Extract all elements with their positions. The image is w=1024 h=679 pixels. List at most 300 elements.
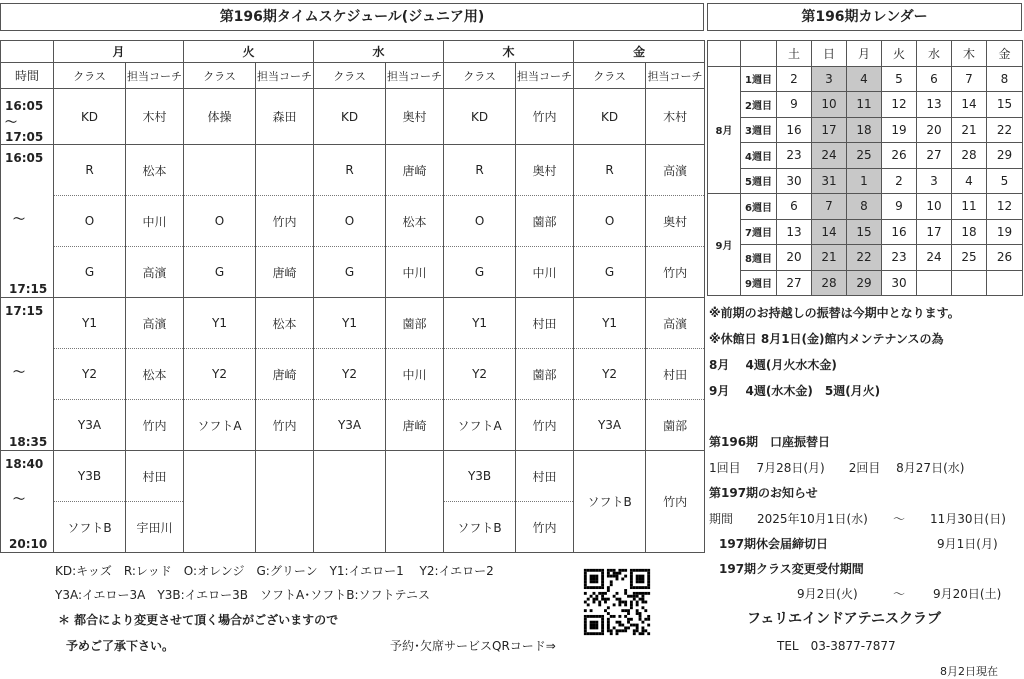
cal-day: 16 xyxy=(777,117,812,143)
qr-module xyxy=(644,609,647,612)
qr-module xyxy=(633,629,636,632)
cal-day: 30 xyxy=(882,270,917,296)
class-cell: KD xyxy=(574,89,646,145)
qr-module xyxy=(593,586,596,589)
cal-day: 23 xyxy=(882,245,917,271)
coach-cell: 高濱 xyxy=(126,298,184,349)
qr-module xyxy=(593,632,596,635)
qr-module xyxy=(624,592,627,595)
qr-module xyxy=(624,575,627,578)
qr-module xyxy=(584,615,587,618)
cal-month: 8月 xyxy=(708,66,741,194)
qr-module xyxy=(618,601,621,604)
cal-day: 22 xyxy=(847,245,882,271)
qr-module xyxy=(598,632,601,635)
legend-line-2: Y3A:イエロー3A Y3B:イエロー3B ソフトA･ソフトB:ソフトテニス xyxy=(55,588,431,602)
coach-cell: 薗部 xyxy=(646,400,705,451)
qr-module xyxy=(636,626,639,629)
qr-module xyxy=(636,575,639,578)
qr-module xyxy=(647,583,650,586)
coach-cell: 竹内 xyxy=(256,400,314,451)
cal-day: 27 xyxy=(917,143,952,169)
class-cell: R xyxy=(54,145,126,196)
time-slot xyxy=(1,145,54,298)
qr-module xyxy=(601,586,604,589)
coach-header: 担当コーチ xyxy=(386,63,444,89)
qr-module xyxy=(607,575,610,578)
qr-module xyxy=(590,580,593,583)
cal-day: 27 xyxy=(777,270,812,296)
coach-cell xyxy=(256,145,314,196)
cal-day: 3 xyxy=(812,66,847,92)
qr-module xyxy=(630,583,633,586)
qr-module xyxy=(593,592,596,595)
cal-weekday: 土 xyxy=(777,41,812,67)
club-name: フェリエインドアテニスクラブ xyxy=(747,611,942,627)
qr-module xyxy=(618,621,621,624)
coach-cell: 薗部 xyxy=(516,349,574,400)
qr-module xyxy=(595,626,598,629)
qr-module xyxy=(624,603,627,606)
cal-day: 4 xyxy=(952,168,987,194)
qr-module xyxy=(616,592,619,595)
qr-module xyxy=(618,615,621,618)
qr-module xyxy=(627,626,630,629)
qr-module xyxy=(595,632,598,635)
qr-module xyxy=(644,601,647,604)
qr-module xyxy=(641,598,644,601)
qr-module xyxy=(647,569,650,572)
cal-day: 13 xyxy=(917,92,952,118)
qr-module xyxy=(584,618,587,621)
cal-day: 17 xyxy=(917,219,952,245)
qr-module xyxy=(633,598,636,601)
cal-day: 25 xyxy=(952,245,987,271)
qr-module xyxy=(595,580,598,583)
class-cell: Y1 xyxy=(574,298,646,349)
qr-module xyxy=(613,572,616,575)
note-change-tilde: 〜 xyxy=(893,587,906,601)
qr-module xyxy=(593,624,596,627)
cal-week-label: 7週目 xyxy=(741,219,777,245)
cal-day: 18 xyxy=(952,219,987,245)
qr-module xyxy=(595,624,598,627)
coach-cell: 村田 xyxy=(516,298,574,349)
qr-module xyxy=(630,586,633,589)
note-leave-deadline: 197期休会届締切日 xyxy=(719,537,829,551)
qr-module xyxy=(618,569,621,572)
qr-module xyxy=(644,586,647,589)
time-slot xyxy=(1,89,54,145)
qr-module xyxy=(604,609,607,612)
coach-cell: 松本 xyxy=(126,349,184,400)
qr-module xyxy=(647,575,650,578)
qr-module xyxy=(598,601,601,604)
cal-weekday: 木 xyxy=(952,41,987,67)
class-cell: 体操 xyxy=(184,89,256,145)
note-period-tilde: 〜 xyxy=(893,512,906,526)
qr-module xyxy=(584,632,587,635)
qr-module xyxy=(636,580,639,583)
qr-module xyxy=(624,615,627,618)
time-header: 時間 xyxy=(1,63,54,89)
coach-cell: 松本 xyxy=(386,196,444,247)
class-cell: Y1 xyxy=(184,298,256,349)
coach-cell: 中川 xyxy=(386,349,444,400)
qr-module xyxy=(590,624,593,627)
cal-day: 31 xyxy=(812,168,847,194)
qr-module xyxy=(616,572,619,575)
legend-line-1: KD:キッズ R:レッド O:オレンジ G:グリーン Y1:イエロー1 Y2:イエロー2 xyxy=(55,564,494,578)
time-end: 17:15 xyxy=(9,282,48,296)
qr-module xyxy=(584,626,587,629)
time-tilde: 〜 xyxy=(13,492,26,506)
qr-module xyxy=(644,592,647,595)
qr-module xyxy=(621,609,624,612)
day-header: 火 xyxy=(184,41,314,63)
cal-day: 8 xyxy=(987,66,1023,92)
class-cell: Y2 xyxy=(54,349,126,400)
qr-module xyxy=(616,575,619,578)
class-cell: Y2 xyxy=(444,349,516,400)
qr-module xyxy=(607,621,610,624)
qr-module xyxy=(593,621,596,624)
class-cell: ソフトB xyxy=(54,502,126,553)
qr-module xyxy=(610,580,613,583)
time-slot xyxy=(1,298,54,451)
cal-day: 14 xyxy=(812,219,847,245)
cal-day: 11 xyxy=(952,194,987,220)
coach-cell: 奥村 xyxy=(386,89,444,145)
note-aug: 8月 4週(月火水木金) xyxy=(709,358,837,372)
qr-module xyxy=(593,575,596,578)
qr-module xyxy=(610,575,613,578)
qr-module xyxy=(595,575,598,578)
qr-module xyxy=(621,629,624,632)
qr-module xyxy=(630,575,633,578)
coach-cell: 薗部 xyxy=(516,196,574,247)
qr-module xyxy=(595,569,598,572)
qr-module xyxy=(584,609,587,612)
qr-module xyxy=(601,580,604,583)
class-cell: Y3A xyxy=(54,400,126,451)
qr-module xyxy=(636,592,639,595)
note-period: 期間 2025年10月1日(水) xyxy=(709,512,868,526)
coach-cell: 竹内 xyxy=(646,451,705,553)
class-cell: KD xyxy=(444,89,516,145)
coach-cell: 竹内 xyxy=(646,247,705,298)
qr-module xyxy=(610,629,613,632)
qr-module xyxy=(633,595,636,598)
qr-module xyxy=(584,569,587,572)
note-carryover: ※前期のお持越しの振替は今期中となります。 xyxy=(709,306,960,320)
cal-day: 10 xyxy=(812,92,847,118)
qr-module xyxy=(584,601,587,604)
qr-module xyxy=(595,621,598,624)
cal-day: 21 xyxy=(812,245,847,271)
cal-day: 23 xyxy=(777,143,812,169)
class-cell: R xyxy=(574,145,646,196)
schedule-title: 第196期タイムスケジュール(ジュニア用) xyxy=(0,3,704,31)
qr-module xyxy=(607,618,610,621)
qr-module xyxy=(641,606,644,609)
qr-module xyxy=(584,621,587,624)
qr-module xyxy=(618,598,621,601)
qr-module xyxy=(624,589,627,592)
qr-module xyxy=(601,595,604,598)
cal-day: 8 xyxy=(847,194,882,220)
qr-module xyxy=(601,615,604,618)
qr-module xyxy=(587,603,590,606)
cal-day: 4 xyxy=(847,66,882,92)
cal-day: 7 xyxy=(952,66,987,92)
cal-day xyxy=(917,270,952,296)
qr-module xyxy=(639,580,642,583)
class-cell: ソフトA xyxy=(444,400,516,451)
cal-day: 24 xyxy=(917,245,952,271)
qr-module xyxy=(610,583,613,586)
note-sep: 9月 4週(水木金) 5週(月火) xyxy=(709,384,881,398)
class-cell: G xyxy=(184,247,256,298)
cal-day: 10 xyxy=(917,194,952,220)
cal-day: 9 xyxy=(882,194,917,220)
qr-module xyxy=(616,621,619,624)
coach-cell: 村田 xyxy=(646,349,705,400)
qr-module xyxy=(639,632,642,635)
note-transfer-title: 第196期 口座振替日 xyxy=(709,435,831,449)
qr-module xyxy=(610,569,613,572)
cal-week-label: 2週目 xyxy=(741,92,777,118)
cal-day: 6 xyxy=(917,66,952,92)
qr-module xyxy=(598,615,601,618)
cal-day: 26 xyxy=(882,143,917,169)
class-cell xyxy=(184,451,256,553)
qr-module xyxy=(613,615,616,618)
qr-module xyxy=(613,575,616,578)
qr-module xyxy=(601,569,604,572)
qr-module xyxy=(621,601,624,604)
cal-day: 14 xyxy=(952,92,987,118)
qr-module xyxy=(601,583,604,586)
qr-module xyxy=(633,586,636,589)
qr-module xyxy=(630,601,633,604)
time-end: 20:10 xyxy=(9,537,48,551)
class-cell: KD xyxy=(54,89,126,145)
coach-cell: 竹内 xyxy=(256,196,314,247)
cal-day: 5 xyxy=(882,66,917,92)
qr-module xyxy=(647,580,650,583)
qr-module xyxy=(647,578,650,581)
qr-module xyxy=(584,572,587,575)
qr-module xyxy=(636,569,639,572)
qr-module xyxy=(647,615,650,618)
cal-day: 15 xyxy=(987,92,1023,118)
qr-module xyxy=(639,586,642,589)
qr-module xyxy=(641,586,644,589)
cal-day: 5 xyxy=(987,168,1023,194)
qr-module xyxy=(630,618,633,621)
qr-module xyxy=(616,598,619,601)
qr-module xyxy=(598,603,601,606)
qr-module xyxy=(601,578,604,581)
qr-module xyxy=(641,621,644,624)
qr-module xyxy=(590,578,593,581)
time-start: 16:05 xyxy=(5,151,44,165)
day-header: 水 xyxy=(314,41,444,63)
cal-day: 26 xyxy=(987,245,1023,271)
class-cell: Y1 xyxy=(314,298,386,349)
qr-module xyxy=(630,595,633,598)
qr-module xyxy=(641,629,644,632)
cal-day: 20 xyxy=(917,117,952,143)
qr-module xyxy=(647,624,650,627)
qr-module xyxy=(641,569,644,572)
coach-cell: 高濱 xyxy=(126,247,184,298)
class-cell: Y2 xyxy=(574,349,646,400)
day-header: 木 xyxy=(444,41,574,63)
qr-module xyxy=(627,609,630,612)
qr-module xyxy=(601,575,604,578)
qr-module xyxy=(593,601,596,604)
coach-cell: 竹内 xyxy=(516,502,574,553)
qr-module xyxy=(593,626,596,629)
note-transfer-dates: 1回目 7月28日(月) 2回目 8月27日(水) xyxy=(709,461,965,475)
qr-module xyxy=(601,624,604,627)
coach-header: 担当コーチ xyxy=(256,63,314,89)
coach-cell: 村田 xyxy=(126,451,184,502)
cal-week-label: 1週目 xyxy=(741,66,777,92)
qr-module xyxy=(587,569,590,572)
cal-day: 2 xyxy=(777,66,812,92)
qr-module xyxy=(584,580,587,583)
qr-module xyxy=(587,632,590,635)
time-end: 18:35 xyxy=(9,435,48,449)
cal-day: 12 xyxy=(882,92,917,118)
qr-module xyxy=(633,624,636,627)
cal-day: 19 xyxy=(987,219,1023,245)
cal-day: 16 xyxy=(882,219,917,245)
qr-module xyxy=(584,578,587,581)
qr-module xyxy=(639,569,642,572)
class-cell xyxy=(314,451,386,553)
time-start: 17:15 xyxy=(5,304,44,318)
class-cell: O xyxy=(574,196,646,247)
cal-day: 20 xyxy=(777,245,812,271)
qr-module xyxy=(607,612,610,615)
class-cell: ソフトB xyxy=(444,502,516,553)
coach-header: 担当コーチ xyxy=(516,63,574,89)
qr-module xyxy=(644,629,647,632)
cal-day: 15 xyxy=(847,219,882,245)
qr-module xyxy=(595,595,598,598)
class-header: クラス xyxy=(54,63,126,89)
class-cell xyxy=(184,145,256,196)
qr-module xyxy=(630,572,633,575)
cal-day: 12 xyxy=(987,194,1023,220)
qr-module xyxy=(630,580,633,583)
qr-module xyxy=(598,586,601,589)
time-slot xyxy=(1,451,54,553)
cal-day: 3 xyxy=(917,168,952,194)
cal-day: 11 xyxy=(847,92,882,118)
qr-module xyxy=(639,598,642,601)
class-cell: Y3A xyxy=(314,400,386,451)
qr-module xyxy=(633,592,636,595)
qr-module xyxy=(639,618,642,621)
qr-module xyxy=(633,632,636,635)
cal-weekday: 金 xyxy=(987,41,1023,67)
calendar-table xyxy=(707,40,1023,296)
qr-module xyxy=(604,598,607,601)
coach-cell: 中川 xyxy=(386,247,444,298)
qr-module xyxy=(641,578,644,581)
qr-module xyxy=(598,569,601,572)
cal-day: 17 xyxy=(812,117,847,143)
qr-module xyxy=(590,586,593,589)
class-cell: O xyxy=(54,196,126,247)
qr-module xyxy=(624,626,627,629)
qr-module xyxy=(595,578,598,581)
coach-cell: 奥村 xyxy=(516,145,574,196)
qr-module xyxy=(624,569,627,572)
qr-module xyxy=(587,615,590,618)
coach-cell: 中川 xyxy=(126,196,184,247)
note-197-title: 第197期のお知らせ xyxy=(709,486,818,500)
coach-cell: 薗部 xyxy=(386,298,444,349)
class-header: クラス xyxy=(314,63,386,89)
qr-module xyxy=(633,569,636,572)
coach-cell: 松本 xyxy=(256,298,314,349)
cal-day: 1 xyxy=(847,168,882,194)
cal-day: 28 xyxy=(952,143,987,169)
qr-module xyxy=(601,621,604,624)
coach-cell: 唐崎 xyxy=(386,145,444,196)
qr-module xyxy=(647,586,650,589)
qr-module xyxy=(613,569,616,572)
qr-module xyxy=(593,615,596,618)
note-closed: ※休館日 8月1日(金)館内メンテナンスの為 xyxy=(709,332,944,346)
qr-module xyxy=(630,578,633,581)
qr-module xyxy=(601,572,604,575)
qr-module xyxy=(598,592,601,595)
day-header: 金 xyxy=(574,41,705,63)
qr-module xyxy=(641,601,644,604)
qr-module xyxy=(621,569,624,572)
qr-module xyxy=(590,615,593,618)
club-tel: TEL 03-3877-7877 xyxy=(777,639,896,653)
day-header: 月 xyxy=(54,41,184,63)
qr-module xyxy=(630,603,633,606)
qr-module xyxy=(613,626,616,629)
cal-day: 29 xyxy=(987,143,1023,169)
cal-week-label: 3週目 xyxy=(741,117,777,143)
coach-cell: 高濱 xyxy=(646,145,705,196)
class-cell: O xyxy=(444,196,516,247)
coach-cell: 森田 xyxy=(256,89,314,145)
coach-cell: 唐崎 xyxy=(256,349,314,400)
qr-code[interactable] xyxy=(581,566,653,638)
qr-module xyxy=(607,624,610,627)
qr-module xyxy=(607,629,610,632)
class-cell: G xyxy=(444,247,516,298)
cal-day: 29 xyxy=(847,270,882,296)
cal-day: 6 xyxy=(777,194,812,220)
cal-weekday: 月 xyxy=(847,41,882,67)
cal-day: 24 xyxy=(812,143,847,169)
cal-day: 22 xyxy=(987,117,1023,143)
qr-module xyxy=(636,601,639,604)
class-cell: G xyxy=(314,247,386,298)
